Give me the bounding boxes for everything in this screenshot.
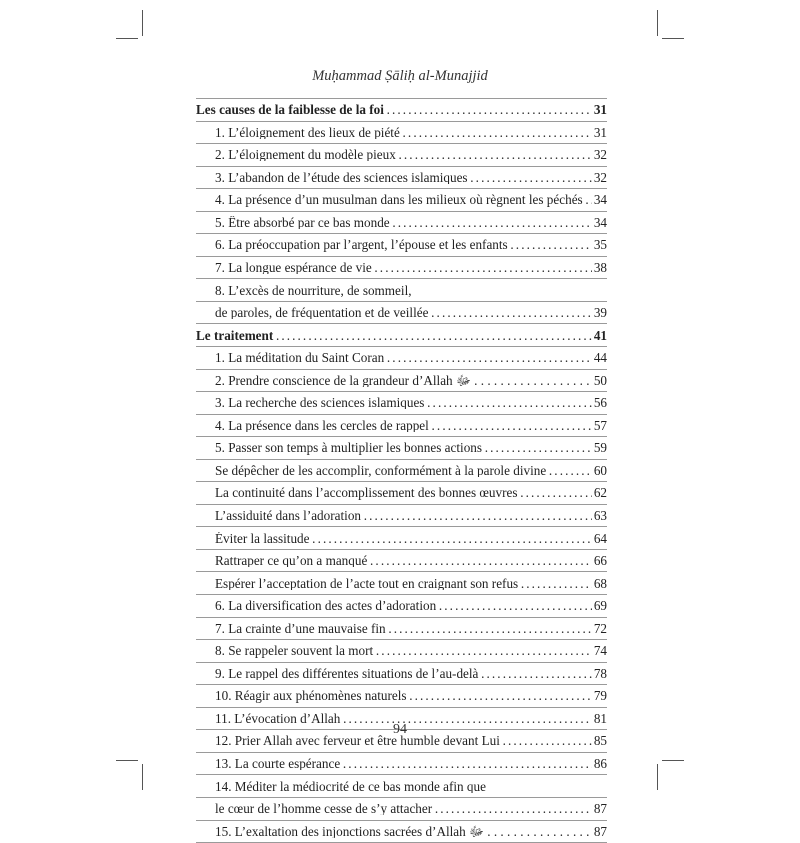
toc-entry-page: 32	[592, 171, 607, 184]
toc-entry-page: 64	[592, 532, 607, 545]
toc-entry-title: 11. L’évocation d’Allah . . .	[215, 712, 592, 725]
toc-entry	[196, 234, 607, 257]
toc-entry-title: 6. La diversification des actes d’adoration . . .	[215, 599, 592, 612]
toc-entry-title: 3. L’abandon de l’étude des sciences islamiques . . .	[215, 171, 592, 184]
toc-entry-page: 39	[592, 306, 607, 319]
toc-entry-title: 15. L’exaltation des injonctions sacrées d’Allah ﷻ . . .	[215, 825, 592, 838]
toc-entry-title: Rattraper ce qu’on a manqué . . .	[215, 554, 592, 567]
toc-entry	[196, 370, 607, 393]
toc-entry	[196, 798, 607, 821]
toc-entry	[196, 144, 607, 167]
toc-entry-title: 4. La présence d’un musulman dans les milieux où règnent les péchés . . .	[215, 193, 592, 206]
toc-entry-page: 38	[592, 261, 607, 274]
toc-entry	[196, 618, 607, 641]
toc-entry-page: 87	[592, 825, 607, 838]
toc-entry-page: 86	[592, 757, 607, 770]
toc-entry-page: 69	[592, 599, 607, 612]
toc-entry-page: 62	[592, 486, 607, 499]
toc-entry-title: 7. La crainte d’une mauvaise fin . . .	[215, 622, 592, 635]
toc-entry-page: 41	[592, 329, 607, 342]
toc-entry-title: 7. La longue espérance de vie . . .	[215, 261, 592, 274]
toc-entry-page: 66	[592, 554, 607, 567]
toc-entry-page: 87	[592, 802, 607, 815]
toc-entry-page: 63	[592, 509, 607, 522]
crop-mark	[657, 764, 658, 790]
toc-entry-page: 79	[592, 689, 607, 702]
running-header: Muḥammad Ṣāliḥ al-Munajjid	[0, 68, 800, 85]
toc-entry	[196, 415, 607, 438]
toc-entry-title: 2. Prendre conscience de la grandeur d’Allah ﷻ . . .	[215, 374, 592, 387]
toc-entry-page: 32	[592, 148, 607, 161]
toc-entry	[196, 279, 607, 302]
toc-entry-title: 4. La présence dans les cercles de rappel . . .	[215, 419, 592, 432]
crop-mark	[142, 764, 143, 790]
toc-entry-title: 8. Se rappeler souvent la mort . . .	[215, 644, 592, 657]
toc-entry-page: 68	[592, 577, 607, 590]
toc-section	[196, 324, 607, 347]
toc-entry	[196, 347, 607, 370]
toc-entry-page: 74	[592, 644, 607, 657]
toc-entry-page: 81	[592, 712, 607, 725]
toc-entry-title: 1. La méditation du Saint Coran . . .	[215, 351, 592, 364]
toc-entry-title: 5. Passer son temps à multiplier les bonnes actions . . .	[215, 441, 592, 454]
toc-entry	[196, 257, 607, 280]
toc-entry-page: 34	[592, 193, 607, 206]
toc-entry	[196, 437, 607, 460]
toc-entry	[196, 595, 607, 618]
toc-entry-page: 44	[592, 351, 607, 364]
toc-entry	[196, 753, 607, 776]
toc-entry	[196, 640, 607, 663]
toc-entry-title: 6. La préoccupation par l’argent, l’épouse et les enfants . . .	[215, 238, 592, 251]
toc-entry	[196, 663, 607, 686]
toc-entry	[196, 572, 607, 595]
toc-entry-page: 85	[592, 734, 607, 747]
page-number: 94	[0, 722, 800, 738]
toc-entry	[196, 482, 607, 505]
toc-entry-title: 8. L’excès de nourriture, de sommeil,	[215, 284, 605, 297]
toc-entry	[196, 460, 607, 483]
toc-entry-title: L’assiduité dans l’adoration . . .	[215, 509, 592, 522]
toc-entry-title: 9. Le rappel des différentes situations de l’au-delà . . .	[215, 667, 592, 680]
toc-entry-title: 12. Prier Allah avec ferveur et être humble devant Lui . . .	[215, 734, 592, 747]
toc-entry	[196, 189, 607, 212]
crop-mark	[657, 10, 658, 36]
toc-entry-page: 56	[592, 396, 607, 409]
toc-entry-title: le cœur de l’homme cesse de s’y attacher . . .	[215, 802, 592, 815]
toc-entry	[196, 302, 607, 325]
toc-entry-title: 14. Méditer la médiocrité de ce bas monde afin que	[215, 780, 605, 793]
toc-entry-title: 13. La courte espérance . . .	[215, 757, 592, 770]
toc-section	[196, 99, 607, 122]
toc-entry-title: 3. La recherche des sciences islamiques . . .	[215, 396, 592, 409]
toc-entry	[196, 122, 607, 145]
crop-mark	[142, 10, 143, 36]
toc-entry	[196, 212, 607, 235]
crop-mark	[116, 760, 138, 761]
toc-entry	[196, 505, 607, 528]
toc-entry	[196, 685, 607, 708]
toc-entry	[196, 167, 607, 190]
crop-mark	[662, 760, 684, 761]
toc-entry-page: 34	[592, 216, 607, 229]
toc-entry	[196, 527, 607, 550]
toc-entry-title: Le traitement . . .	[196, 329, 592, 342]
toc-entry-title: Éviter la lassitude . . .	[215, 532, 592, 545]
toc-entry-page: 57	[592, 419, 607, 432]
toc-entry-title: 10. Réagir aux phénomènes naturels . . .	[215, 689, 592, 702]
toc-entry-title: 2. L’éloignement du modèle pieux . . .	[215, 148, 592, 161]
toc-entry-page: 78	[592, 667, 607, 680]
toc-entry-page: 60	[592, 464, 607, 477]
toc-entry	[196, 821, 607, 843]
toc-entry	[196, 392, 607, 415]
toc-entry-page: 59	[592, 441, 607, 454]
toc-entry-page: 31	[592, 103, 607, 116]
toc-entry-page: 72	[592, 622, 607, 635]
toc-entry-page: 31	[592, 126, 607, 139]
toc-entry-title: La continuité dans l’accomplissement des bonnes œuvres . . .	[215, 486, 592, 499]
toc-entry-title: de paroles, de fréquentation et de veillée . . .	[215, 306, 592, 319]
toc-entry	[196, 550, 607, 573]
toc-entry	[196, 775, 607, 798]
toc-entry-page: 50	[592, 374, 607, 387]
toc-entry-title: Espérer l’acceptation de l’acte tout en craignant son refus . . .	[215, 577, 592, 590]
crop-mark	[116, 38, 138, 39]
toc-entry-title: Se dépêcher de les accomplir, conformément à la parole divine . . .	[215, 464, 592, 477]
toc-entry-title: Les causes de la faiblesse de la foi . . .	[196, 103, 592, 116]
toc-entry-page: 35	[592, 238, 607, 251]
toc-entry-title: 5. Être absorbé par ce bas monde . . .	[215, 216, 592, 229]
toc-entry-title: 1. L’éloignement des lieux de piété . . .	[215, 126, 592, 139]
crop-mark	[662, 38, 684, 39]
